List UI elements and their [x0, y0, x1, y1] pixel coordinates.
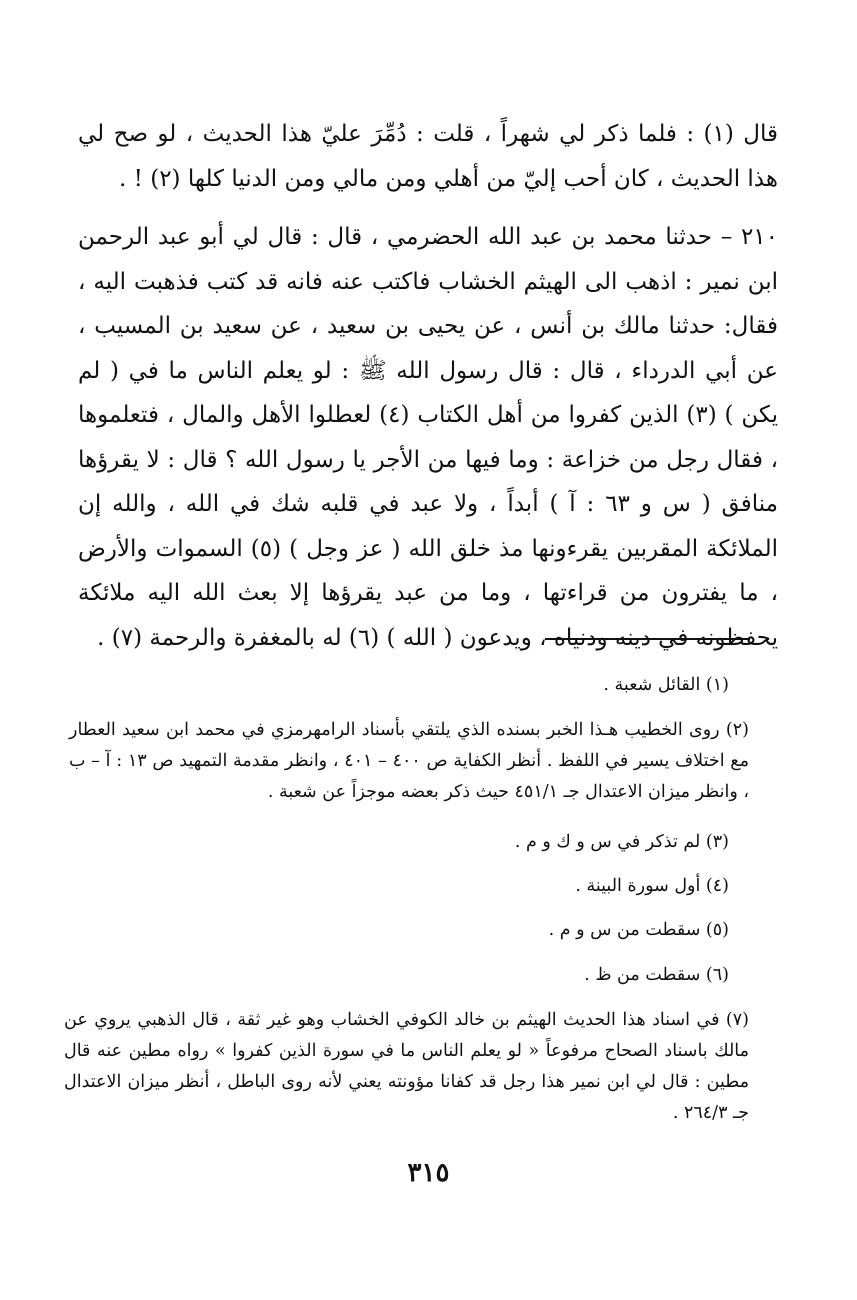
footnote-6: (٦) سقطت من ظ .: [584, 965, 729, 985]
main-text: [78, 112, 778, 660]
footnote-5: (٥) سقطت من س و م .: [548, 920, 729, 940]
footnote-2: (٢) روى الخطيب هـذا الخبر بسنده الذي يلتقي بأسناد الرامهرمزي في محمد ابن سعيد العطار مع اختلاف يسير في اللفظ . أنظر الكفاية ص ٤٠٠ – ٤٠١ ، وانظر مقدمة التمهيد ص ١٣ : آ – ب ، وانظر ميزان الاعتدال جـ ٤٥١/١ حيث ذكر بعضه موجزاً عن شعبة .: [69, 720, 749, 802]
footnote-7: (٧) في اسناد هذا الحديث الهيثم بن خالد الكوفي الخشاب وهو غير ثقة ، قال الذهبي يروي عن مالك باسناد الصحاح مرفوعاً « لو يعلم الناس ما في سورة الذين كفروا » رواه مطين عنه قال مطين : قال لي ابن نمير هذا رجل قد كفانا مؤونته يعني لأنه روى الباطل ، أنظر ميزان الاعتدال جـ ٢٦٤/٣ .: [64, 1010, 749, 1123]
footnote-1: (١) القائل شعبة .: [603, 675, 729, 695]
footnote-3: (٣) لم تذكر في س و ك و م .: [514, 832, 729, 852]
hadith-210: ٢١٠ – حدثنا محمد بن عبد الله الحضرمي ، قال : قال لي أبو عبد الرحمن ابن نمير : اذهب الى الهيثم الخشاب فاكتب عنه فانه قد كتب فذهبت اليه ، فقال: حدثنا مالك بن أنس ، عن يحيى بن سعيد ، عن سعيد بن المسيب ، عن أبي الدرداء ، قال : قال رسول الله ﷺ : لو يعلم الناس ما في ( لم يكن ) (٣) الذين كفروا من أهل الكتاب (٤) لعطلوا الأهل والمال ، فتعلموها ، فقال رجل من خزاعة : وما فيها من الأجر يا رسول الله ؟ قال : لا يقرؤها منافق ( س و ٦٣ : آ ) أبداً ، ولا عبد في قلبه شك في الله ، والله إن الملائكة المقربين يقرءونها مذ خلق الله ( عز وجل ) (٥) السموات والأرض ، ما يفترون من قراءتها ، وما من عبد يقرؤها إلا بعث الله اليه ملائكة يحفظونه في دينه ودنياه ، ويدعون ( الله ) (٦) له بالمغفرة والرحمة (٧) .: [78, 224, 778, 651]
paragraph-continuation: قال (١) : فلما ذكر لي شهراً ، قلت : دُمِّرَ عليّ هذا الحديث ، لو صح لي هذا الحديث ، كان أحب إليّ من أهلي ومن مالي ومن الدنيا كلها (٢) ! .: [78, 121, 778, 192]
page-number: ٣١٥: [407, 1158, 450, 1188]
footnote-separator: [545, 638, 750, 640]
footnote-4: (٤) أول سورة البينة .: [575, 876, 729, 896]
